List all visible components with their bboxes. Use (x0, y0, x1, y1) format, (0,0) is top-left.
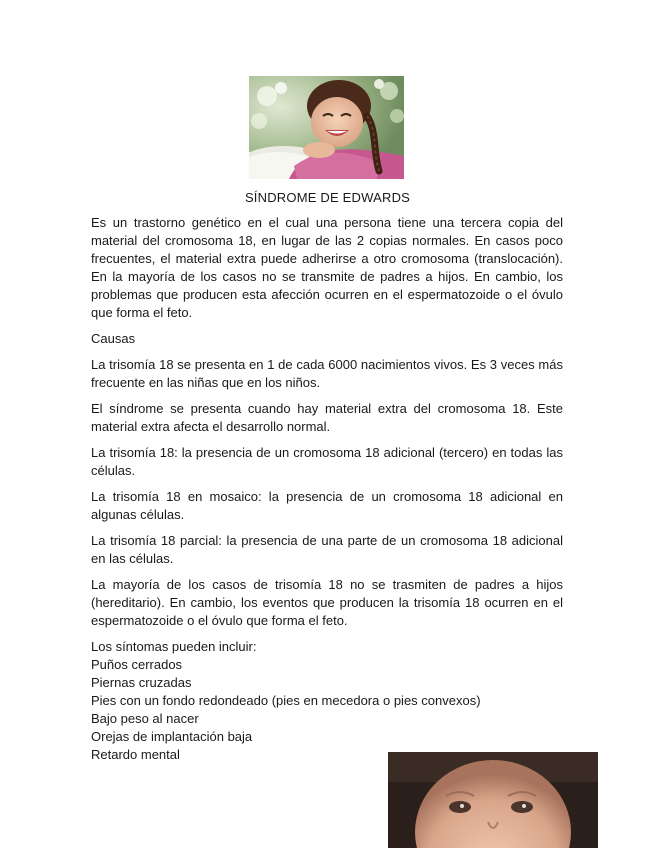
symptom-item: Puños cerrados (91, 657, 183, 672)
body-paragraph: La trisomía 18 se presenta en 1 de cada 6000 nacimientos vivos. Es 3 veces más frecuente en las niñas que en los niños. (91, 357, 563, 390)
infant-photo (388, 752, 598, 848)
symptom-item: Pies con un fondo redondeado (pies en mecedora o pies convexos) (91, 693, 481, 708)
symptoms-list (91, 656, 563, 764)
document-title: SÍNDROME DE EDWARDS (244, 190, 411, 205)
symptom-item: Piernas cruzadas (91, 675, 192, 690)
symptoms-heading: Los síntomas pueden incluir: (91, 639, 257, 654)
body-paragraph: La mayoría de los casos de trisomía 18 no se trasmiten de padres a hijos (hereditario). En cambio, los eventos que producen la trisomía 18 ocurren en el espermatozoide o el óvulo que forma el feto. (91, 577, 563, 628)
intro-paragraph: Es un trastorno genético en el cual una persona tiene una tercera copia del material del cromosoma 18, en lugar de las 2 copias normales. En casos poco frecuentes, el material extra puede adherirse a otro cromosoma (translocación). En la mayoría de los casos no se transmite de padres a hijos. En cambio, los problemas que producen esta afección ocurren en el espermatozoide o el óvulo que forma el feto. (91, 215, 563, 320)
body-paragraph: La trisomía 18 en mosaico: la presencia de un cromosoma 18 adicional en algunas células. (91, 489, 563, 522)
causes-heading: Causas (91, 331, 136, 346)
body-paragraph: El síndrome se presenta cuando hay material extra del cromosoma 18. Este material extra afecta el desarrollo normal. (91, 401, 563, 434)
symptom-item: Orejas de implantación baja (91, 729, 253, 744)
document-body (91, 214, 563, 764)
body-paragraph: La trisomía 18: la presencia de un cromosoma 18 adicional (tercero) en todas las células. (91, 445, 563, 478)
body-paragraph: La trisomía 18 parcial: la presencia de una parte de un cromosoma 18 adicional en las células. (91, 533, 563, 566)
symptom-item: Bajo peso al nacer (91, 711, 199, 726)
symptom-item: Retardo mental (91, 747, 180, 762)
girl-photo (249, 76, 404, 179)
